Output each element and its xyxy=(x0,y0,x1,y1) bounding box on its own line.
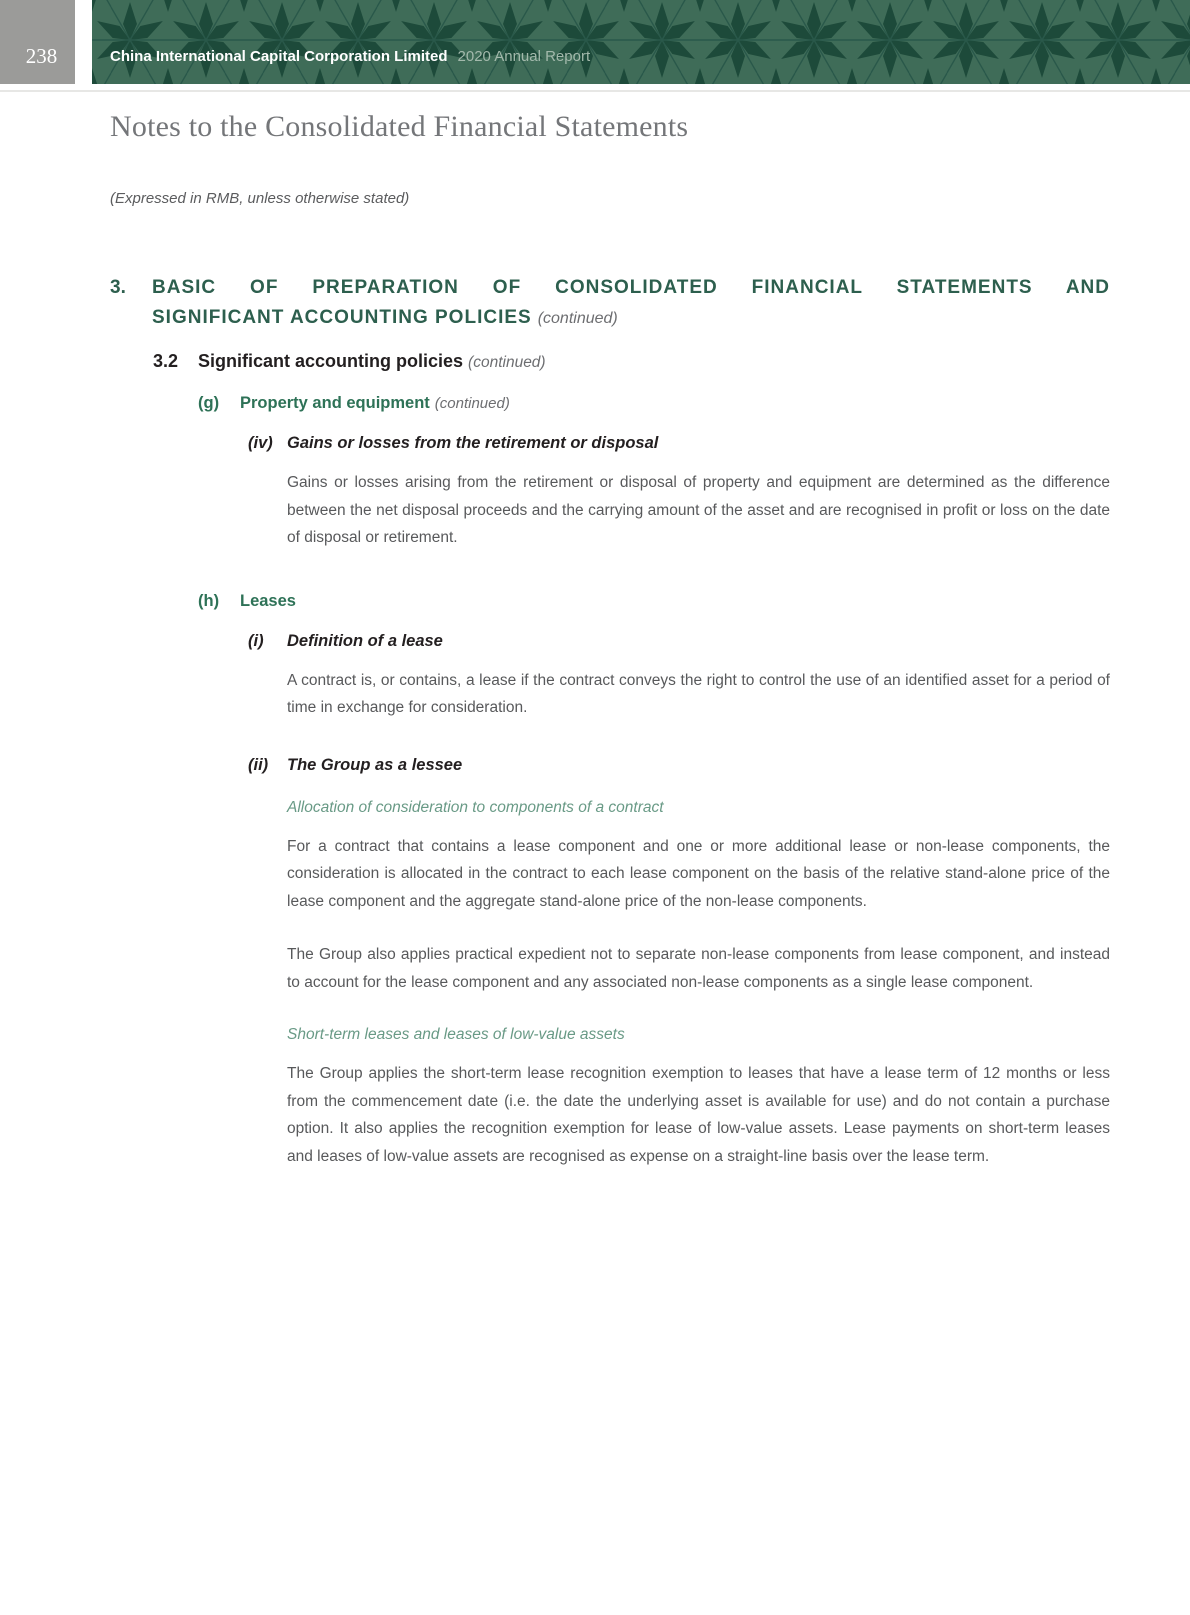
subsection-number: 3.2 xyxy=(153,351,179,371)
subsection-3-2-heading: 3.2 Significant accounting policies (continued) xyxy=(153,351,546,371)
section-heading-line2: SIGNIFICANT ACCOUNTING POLICIES (continued) xyxy=(152,307,618,328)
page-content xyxy=(110,92,1110,1186)
item-h-i-label: (i) xyxy=(248,631,264,650)
page-title: Notes to the Consolidated Financial Statements xyxy=(110,110,689,143)
continued-note: (continued) xyxy=(468,354,546,371)
report-title: 2020 Annual Report xyxy=(457,48,591,65)
paragraph-short-term-leases: The Group applies the short-term lease recognition exemption to leases that have a lease term of 12 months or less from the commencement date (i.e. the date the underlying asset is available for use) and do not contain a purchase option. It also applies the recognition exemption for lease of low-value assets. Lease payments on short-term leases and leases of low-value assets are recognised as expense on a straight-line basis over the lease term. xyxy=(287,1065,1110,1165)
company-name: China International Capital Corporation Limited xyxy=(110,48,448,65)
paragraph-allocation-1: For a contract that contains a lease component and one or more additional lease or non-lease components, the consideration is allocated in the contract to each lease component on the basis of the relative stand-alone price of the lease component and the aggregate stand-alone price of the non-lease components. xyxy=(287,837,1110,910)
page-header xyxy=(0,0,1190,84)
subhead-allocation: Allocation of consideration to components of a contract xyxy=(287,798,664,816)
paragraph-gains-losses: Gains or losses arising from the retirement or disposal of property and equipment are determined as the difference between the net disposal proceeds and the carrying amount of the asset and are recognised in profit or loss on the date of disposal or retirement. xyxy=(287,474,1110,546)
asanoha-pattern-icon xyxy=(92,0,1190,84)
header-band xyxy=(92,0,1190,84)
continued-note: (continued) xyxy=(434,395,510,412)
currency-note: (Expressed in RMB, unless otherwise stated) xyxy=(110,190,410,207)
item-g-iv-label: (iv) xyxy=(248,434,273,452)
continued-note: (continued) xyxy=(537,310,618,327)
section-number: 3. xyxy=(110,277,126,298)
subhead-short-term-leases: Short-term leases and leases of low-value assets xyxy=(287,1026,625,1043)
item-h-label: (h) xyxy=(198,591,220,610)
paragraph-lease-definition: A contract is, or contains, a lease if the contract conveys the right to control the use of an identified asset for a period of time in exchange for consideration. xyxy=(287,671,1110,716)
item-g-iv-heading: (iv) Gains or losses from the retirement or disposal xyxy=(248,434,659,452)
item-g-heading: (g) Property and equipment (continued) xyxy=(198,394,510,412)
item-h-heading: (h) Leases xyxy=(198,591,296,610)
item-g-label: (g) xyxy=(198,394,220,412)
page-number: 238 xyxy=(25,44,58,68)
item-h-i-heading: (i) Definition of a lease xyxy=(248,631,443,650)
item-h-ii-heading: (ii) The Group as a lessee xyxy=(248,755,463,774)
page-number-box xyxy=(0,0,75,84)
item-h-ii-label: (ii) xyxy=(248,755,269,774)
paragraph-allocation-2: The Group also applies practical expedient not to separate non-lease components from lease component, and instead to account for the lease component and any associated non-lease components as a single lease component. xyxy=(287,946,1110,991)
header-band-text xyxy=(110,48,590,66)
section-3-heading xyxy=(110,273,1110,334)
section-heading-line1: BASIC OF PREPARATION OF CONSOLIDATED FINANCIAL STATEMENTS AND xyxy=(152,277,1110,298)
